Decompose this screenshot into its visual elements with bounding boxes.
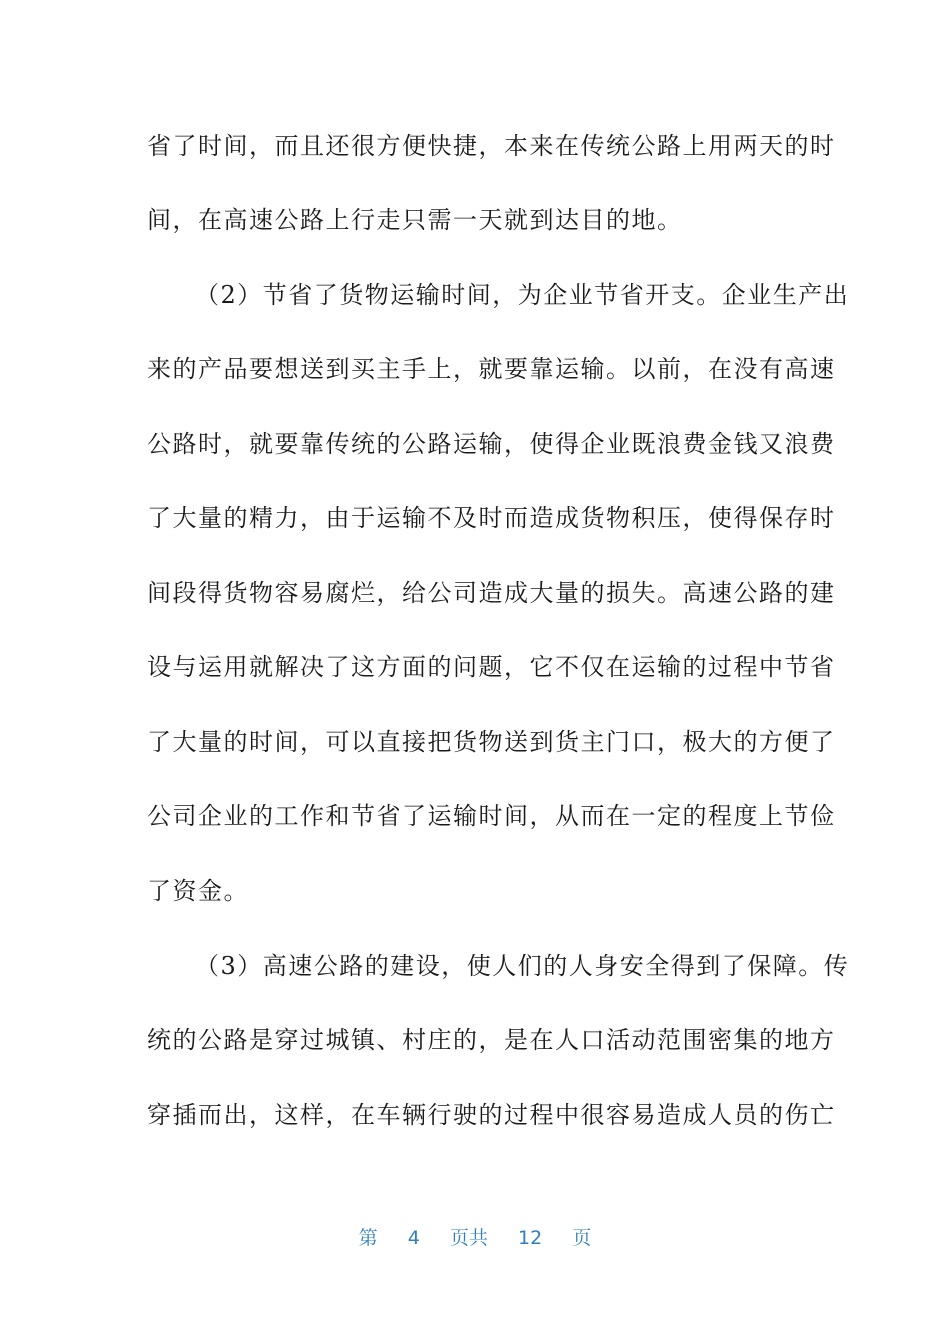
paragraph-start-line: （2）节省了货物运输时间，为企业节省开支。企业生产出 — [195, 281, 850, 309]
body-text-line: 设与运用就解决了这方面的问题，它不仅在运输的过程中节省 — [147, 653, 836, 681]
page-label-suffix: 页 — [572, 1227, 592, 1249]
body-text-line: 来的产品要想送到买主手上，就要靠运输。以前，在没有高速 — [147, 355, 836, 383]
body-text-line: 统的公路是穿过城镇、村庄的，是在人口活动范围密集的地方 — [147, 1026, 836, 1054]
page-label-prefix: 第 — [358, 1227, 378, 1249]
paragraph-start-line: （3）高速公路的建设，使人们的人身安全得到了保障。传 — [195, 952, 850, 980]
body-text-line: 了大量的精力，由于运输不及时而造成货物积压，使得保存时 — [147, 504, 836, 532]
page-label-middle: 页共 — [449, 1227, 488, 1249]
body-text-line: 间段得货物容易腐烂，给公司造成大量的损失。高速公路的建 — [147, 579, 836, 607]
body-text-line: 间，在高速公路上行走只需一天就到达目的地。 — [147, 206, 683, 234]
body-text-line: 了资金。 — [147, 877, 249, 905]
body-text-line: 公司企业的工作和节省了运输时间，从而在一定的程度上节俭 — [147, 802, 836, 830]
body-text-line: 省了时间，而且还很方便快捷，本来在传统公路上用两天的时 — [147, 132, 836, 160]
body-text-line: 公路时，就要靠传统的公路运输，使得企业既浪费金钱又浪费 — [147, 430, 836, 458]
current-page-number: 4 — [407, 1227, 420, 1249]
body-text-line: 了大量的时间，可以直接把货物送到货主门口，极大的方便了 — [147, 728, 836, 756]
page-footer — [0, 1226, 950, 1250]
total-pages-number: 12 — [518, 1227, 543, 1249]
body-text-line: 穿插而出，这样，在车辆行驶的过程中很容易造成人员的伤亡 — [147, 1101, 836, 1129]
